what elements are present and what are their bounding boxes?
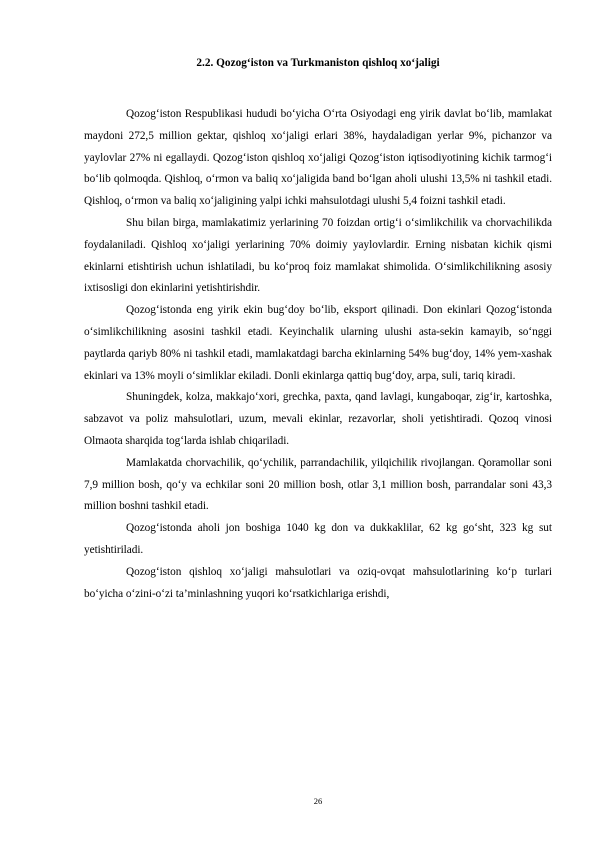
- paragraph-3: Qozog‘istonda eng yirik ekin bug‘doy bo‘lib, eksport qilinadi. Don ekinlari Qozog‘istonda o‘simlikchilikning asosini tashkil etadi. Keyinchalik ularning ulushi asta-sekin kamayib, so‘nggi paytlarda qariyb 80% ni tashkil etadi, mamlakatdagi barcha ekinlarning 54% bug‘doy, 14% yem-xashak ekinlari va 13% moyli o‘simliklar ekiladi. Donli ekinlarga qattiq bug‘doy, arpa, suli, tariq kiradi.: [84, 304, 552, 382]
- paragraph-7: Qozog‘iston qishloq xo‘jaligi mahsulotlari va oziq-ovqat mahsulotlarining ko‘p turlari bo‘yicha o‘zini-o‘zi ta’minlashning yuqori ko‘rsatkichlariga erishdi,: [84, 565, 552, 600]
- document-page: [84, 0, 552, 842]
- document-body: [84, 104, 552, 605]
- section-title: 2.2. Qozog‘iston va Turkmaniston qishloq xo‘jaligi: [196, 57, 440, 69]
- paragraph-6: Qozog‘istonda aholi jon boshiga 1040 kg don va dukkaklilar, 62 kg go‘sht, 323 kg sut yetishtiriladi.: [84, 522, 552, 556]
- paragraph-1: Qozog‘iston Respublikasi hududi bo‘yicha O‘rta Osiyodagi eng yirik davlat bo‘lib, mamlakat maydoni 272,5 million gektar, qishloq xo‘jaligi erlari 38%, haydaladigan yerlar 9%, pichanzor va yaylovlar 27% ni egallaydi. Qozog‘iston qishloq xo‘jaligi Qozog‘iston iqtisodiyotining kichik tarmog‘i bo‘lib qolmoqda. Qishloq, o‘rmon va baliq xo‘jaligida band bo‘lgan aholi ulushi 13,5% ni tashkil etadi. Qishloq, o‘rmon va baliq xo‘jaligining yalpi ichki mahsulotdagi ulushi 5,4 foizni tashkil etadi.: [84, 108, 552, 208]
- paragraph-5: Mamlakatda chorvachilik, qo‘ychilik, parrandachilik, yilqichilik rivojlangan. Qoramollar soni 7,9 million bosh, qo‘y va echkilar soni 20 million bosh, otlar 3,1 million bosh, parrandalar soni 43,3 million boshni tashkil etadi.: [84, 456, 552, 513]
- paragraph-2: Shu bilan birga, mamlakatimiz yerlarining 70 foizdan ortig‘i o‘simlikchilik va chorvachilikda foydalaniladi. Qishloq xo‘jaligi yerlarining 70% doimiy yaylovlardir. Erning nisbatan kichik qismi ekinlarni etishtirish uchun ishlatiladi, bu ko‘proq foiz mamlakat shimolida. O‘simlikchilikning asosiy ixtisosligi don ekinlarini yetishtirishdir.: [84, 216, 552, 295]
- paragraph-4: Shuningdek, kolza, makkajo‘xori, grechka, paxta, qand lavlagi, kungaboqar, zig‘ir, kartoshka, sabzavot va poliz mahsulotlari, uzum, mevali ekinlar, rezavorlar, sholi yetishtiradi. Qozoq vinosi Olmaota sharqida tog‘larda ishlab chiqariladi.: [84, 391, 552, 447]
- page-number: 26: [313, 796, 323, 806]
